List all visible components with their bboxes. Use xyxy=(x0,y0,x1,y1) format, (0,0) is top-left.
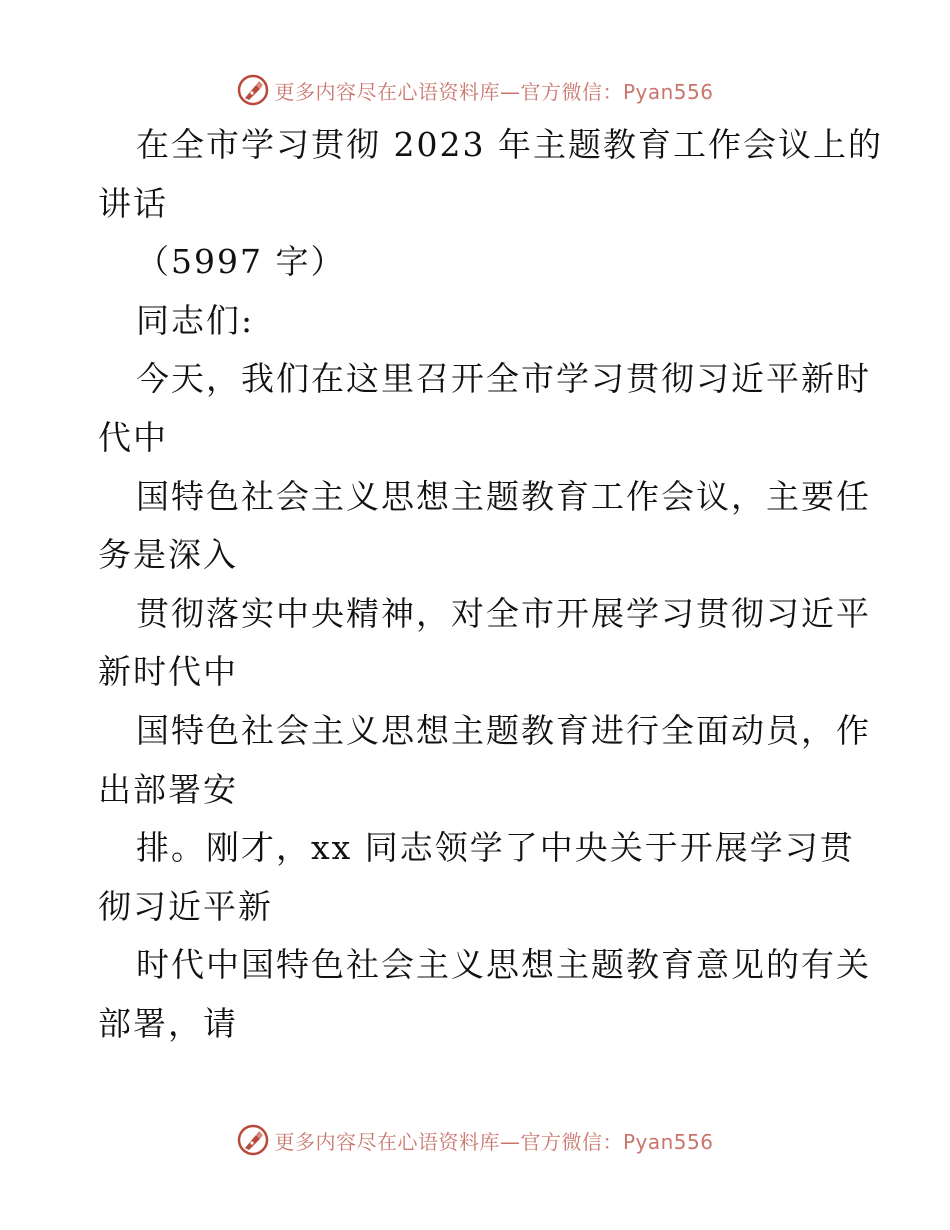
text-line: 讲话 xyxy=(98,183,168,223)
banner-text: 更多内容尽在心语资料库—官方微信：Pyan556 xyxy=(274,79,714,104)
text-line: 贯彻落实中央精神，对全市开展学习贯彻习近平 xyxy=(136,593,871,633)
text-line: 彻习近平新 xyxy=(98,886,273,926)
pen-nib-icon xyxy=(236,73,270,107)
text-line: 部署，请 xyxy=(98,1003,238,1043)
footer-banner xyxy=(0,1120,950,1160)
text-line: 国特色社会主义思想主题教育工作会议，主要任 xyxy=(136,476,871,516)
text-line: （5997 字） xyxy=(136,242,346,282)
text-line: 同志们: xyxy=(136,300,255,340)
text-line: 今天，我们在这里召开全市学习贯彻习近平新时 xyxy=(136,359,871,399)
text-line: 在全市学习贯彻 2023 年主题教育工作会议上的 xyxy=(136,125,883,164)
text-line: 务是深入 xyxy=(98,535,238,575)
header-banner xyxy=(0,70,950,110)
text-line: 新时代中 xyxy=(98,652,238,692)
text-line: 出部署安 xyxy=(98,769,238,809)
pen-nib-icon xyxy=(236,1123,270,1157)
document-body xyxy=(98,116,883,1054)
banner-text: 更多内容尽在心语资料库—官方微信：Pyan556 xyxy=(274,1129,714,1154)
text-line: 时代中国特色社会主义思想主题教育意见的有关 xyxy=(136,945,871,985)
text-line: 国特色社会主义思想主题教育进行全面动员，作 xyxy=(136,710,871,750)
text-line: 代中 xyxy=(98,417,168,457)
text-line: 排。刚才，xx 同志领学了中央关于开展学习贯 xyxy=(136,828,855,868)
